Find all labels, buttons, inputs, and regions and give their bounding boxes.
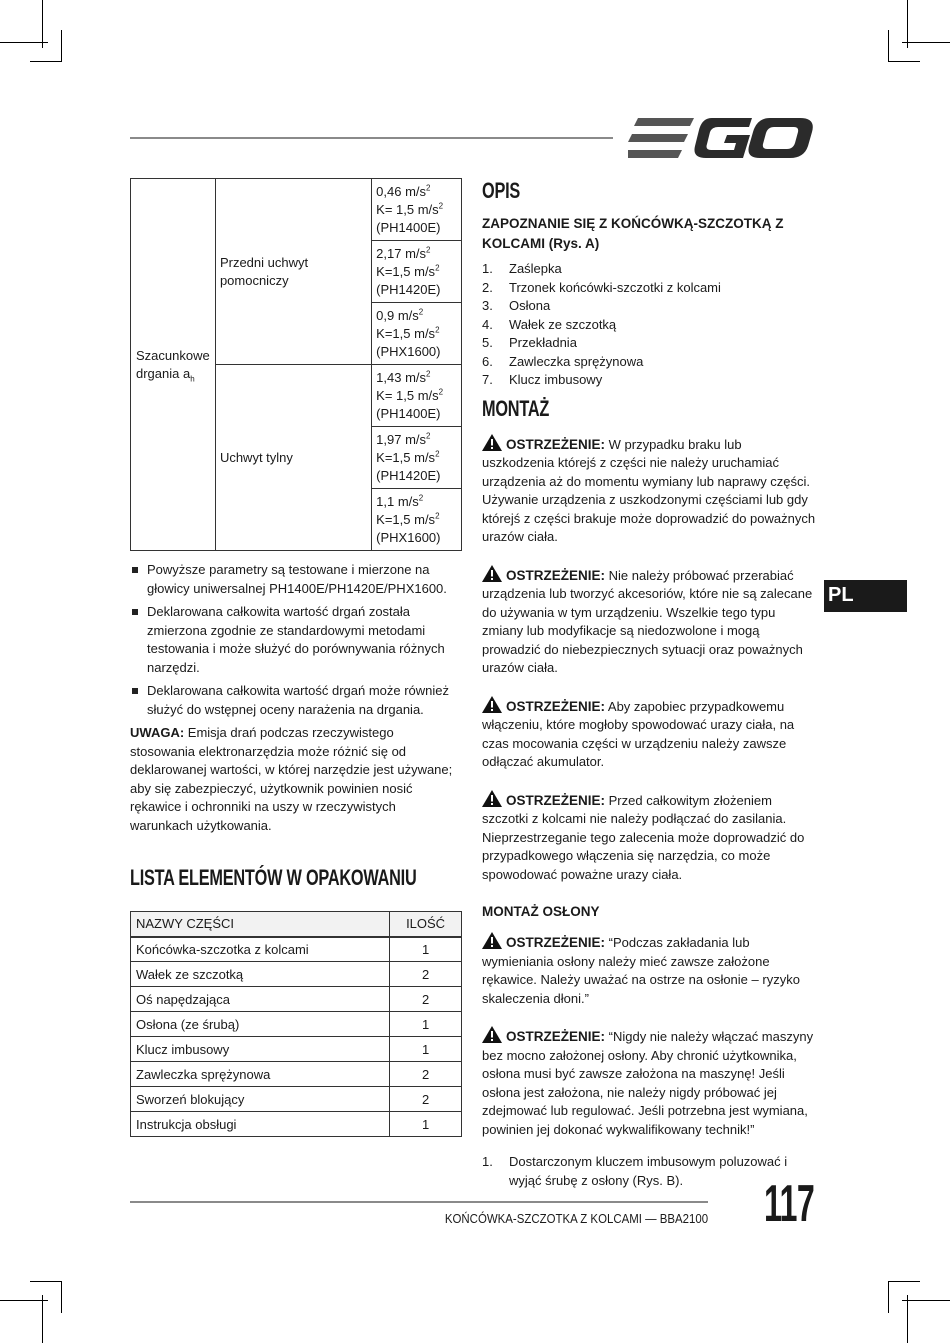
page-number: 117: [764, 1175, 815, 1233]
montaz-heading: MONTAŻ: [482, 395, 550, 421]
part-name: Wałek ze szczotką: [131, 962, 390, 987]
packing-list-heading: LISTA ELEMENTÓW W OPAKOWANIU: [130, 865, 417, 890]
list-item: 7. Klucz imbusowy: [482, 372, 603, 387]
vibration-value-cell: 1,43 $m/s^2$ K= 1,5 $m/s^2$ (PH1400E): [372, 365, 462, 427]
list-item: 1. Zaślepka: [482, 261, 562, 276]
warning-triangle-icon: [482, 1026, 502, 1043]
part-qty: 1: [390, 937, 462, 962]
part-name: Oś napędzająca: [131, 987, 390, 1012]
warning-triangle-icon: [482, 696, 502, 713]
parts-description-list: [482, 260, 817, 390]
table-row: [131, 1037, 462, 1062]
part-qty: 1: [390, 1037, 462, 1062]
part-name: Instrukcja obsługi: [131, 1112, 390, 1137]
header-rule: [130, 137, 613, 139]
list-item: Powyższe parametry są testowane i mierzone na głowicy uniwersalnej PH1400E/PH1420E/PHX1600.: [130, 561, 462, 598]
warning-paragraph: OSTRZEŻENIE: Aby zapobiec przypadkowemu włączeniu, które mogłoby spowodować urazy ciała, na czas mocowania części w urządzeniu należy zawsze odłączać akumulator.: [482, 696, 817, 772]
warning-triangle-icon: [482, 790, 502, 807]
warning-paragraph: OSTRZEŻENIE: “Nigdy nie należy włączać maszyny bez mocno założonej osłony. Aby chronić użytkownika, osłona musi być zawsze założona na maszynę! Jeśli osłona jest założona, nie należy nigdy próbować jej zdejmować lub regulować. Jeśli potrzebna jest wymiana, powinien jej dokonać wykwalifikowany technik!”: [482, 1026, 817, 1139]
part-qty: 2: [390, 987, 462, 1012]
footer-rule: [130, 1201, 708, 1203]
table-row: [131, 1012, 462, 1037]
language-tab: PL: [824, 580, 907, 612]
ego-logo: [628, 116, 814, 160]
part-name: Zawleczka sprężynowa: [131, 1062, 390, 1087]
bullet-square-icon: [132, 609, 138, 615]
part-qty: 2: [390, 1087, 462, 1112]
vibration-row-label: Szacunkowe drgania $a_h$: [131, 179, 216, 551]
part-name: Sworzeń blokujący: [131, 1087, 390, 1112]
part-qty: 2: [390, 1062, 462, 1087]
warning-paragraph: OSTRZEŻENIE: W przypadku braku lub uszkodzenia którejś z części nie należy uruchamiać urządzenia aż do momentu wymiany lub naprawy części. Używanie urządzenia z uszkodzonymi częściami lub gdy którejś z części brakuje może doprowadzić do poważnych urazów ciała.: [482, 434, 817, 547]
list-item: Deklarowana całkowita wartość drgań została zmierzona zgodnie ze standardowymi metodami testowania i może służyć do porównywania różnych narzędzi.: [130, 603, 462, 677]
warning-paragraph: OSTRZEŻENIE: “Podczas zakładania lub wymieniania osłony należy mieć zawsze założone rękawice. Należy uważać na ostrze na osłonie – ryzyko skaleczenia dłoni.”: [482, 932, 817, 1008]
part-name: Końcówka-szczotka z kolcami: [131, 937, 390, 962]
table-row: [131, 1112, 462, 1137]
bullet-square-icon: [132, 567, 138, 573]
vibration-group-label: Uchwyt tylny: [215, 365, 371, 551]
part-qty: 1: [390, 1112, 462, 1137]
list-item: 5. Przekładnia: [482, 335, 577, 350]
list-item: 3. Osłona: [482, 298, 551, 313]
column-header-qty: ILOŚĆ: [390, 912, 462, 937]
vibration-value-cell: 2,17 $m/s^2$ K=1,5 $m/s^2$ (PH1420E): [372, 241, 462, 303]
packing-list-table: [130, 911, 462, 1137]
vibration-table: [130, 178, 462, 551]
warning-triangle-icon: [482, 434, 502, 451]
warning-paragraph: OSTRZEŻENIE: Nie należy próbować przerabiać urządzenia lub tworzyć akcesoriów, które nie są zalecane do używania w tym urządzeniu. Wszelkie tego typu zmiany lub modyfikacje są niedozwolone i mogą prowadzić do niebezpiecznych sytuacji oraz poważnych urazów ciała.: [482, 565, 817, 678]
table-row: [131, 987, 462, 1012]
vibration-value-cell: 0,46 $m/s^2$ K= 1,5 $m/s^2$ (PH1400E): [372, 179, 462, 241]
part-name: Klucz imbusowy: [131, 1037, 390, 1062]
guard-assembly-heading: MONTAŻ OSŁONY: [482, 904, 600, 919]
opis-heading: OPIS: [482, 178, 521, 203]
list-item: 6. Zawleczka sprężynowa: [482, 353, 644, 369]
vibration-group-label: Przedni uchwyt pomocniczy: [215, 179, 371, 365]
vibration-notes-list: [130, 561, 462, 719]
note-label: UWAGA:: [130, 725, 185, 740]
warning-triangle-icon: [482, 565, 502, 582]
column-header-name: NAZWY CZĘŚCI: [131, 912, 390, 937]
table-row: [131, 1062, 462, 1087]
list-item: Deklarowana całkowita wartość drgań może również służyć do wstępnej oceny narażenia na drgania.: [130, 682, 462, 719]
vibration-value-cell: 1,1 $m/s^2$ K=1,5 $m/s^2$ (PHX1600): [372, 489, 462, 551]
part-qty: 2: [390, 962, 462, 987]
footer-title: KOŃCÓWKA-SZCZOTKA Z KOLCAMI — BBA2100: [444, 1211, 708, 1226]
vibration-value-cell: 1,97 $m/s^2$ K=1,5 $m/s^2$ (PH1420E): [372, 427, 462, 489]
vibration-value-cell: 0,9 $m/s^2$ K=1,5 $m/s^2$ (PHX1600): [372, 303, 462, 365]
list-item: 2. Trzonek końcówki-szczotki z kolcami: [482, 279, 721, 295]
table-row: [131, 937, 462, 962]
table-row: [131, 962, 462, 987]
warning-paragraph: OSTRZEŻENIE: Przed całkowitym złożeniem szczotki z kolcami nie należy podłączać do zasilania. Nieprzestrzeganie tego zalecenia może doprowadzić do przypadkowego włączenia się narzędzia, co może spowodować poważne urazy ciała.: [482, 790, 817, 885]
note-paragraph: UWAGA: Emisja drań podczas rzeczywistego stosowania elektronarzędzia może różnić się od deklarowanej wartości, w której narzędzie jest używane; aby się zabezpieczyć, użytkownik powinien nosić rękawice i ochronniki na uszy w rzeczywistych warunkach użytkowania.: [130, 725, 453, 833]
part-name: Osłona (ze śrubą): [131, 1012, 390, 1037]
bullet-square-icon: [132, 688, 138, 694]
table-row: [131, 1087, 462, 1112]
opis-subheading: ZAPOZNANIE SIĘ Z KOŃCÓWKĄ-SZCZOTKĄ Z KOLCAMI (Rys. A): [482, 216, 784, 251]
part-qty: 1: [390, 1012, 462, 1037]
list-item: 1. Dostarczonym kluczem imbusowym poluzować i wyjąć śrubę z osłony (Rys. B).: [482, 1154, 788, 1188]
list-item: 4. Wałek ze szczotką: [482, 316, 617, 332]
warning-triangle-icon: [482, 932, 502, 949]
